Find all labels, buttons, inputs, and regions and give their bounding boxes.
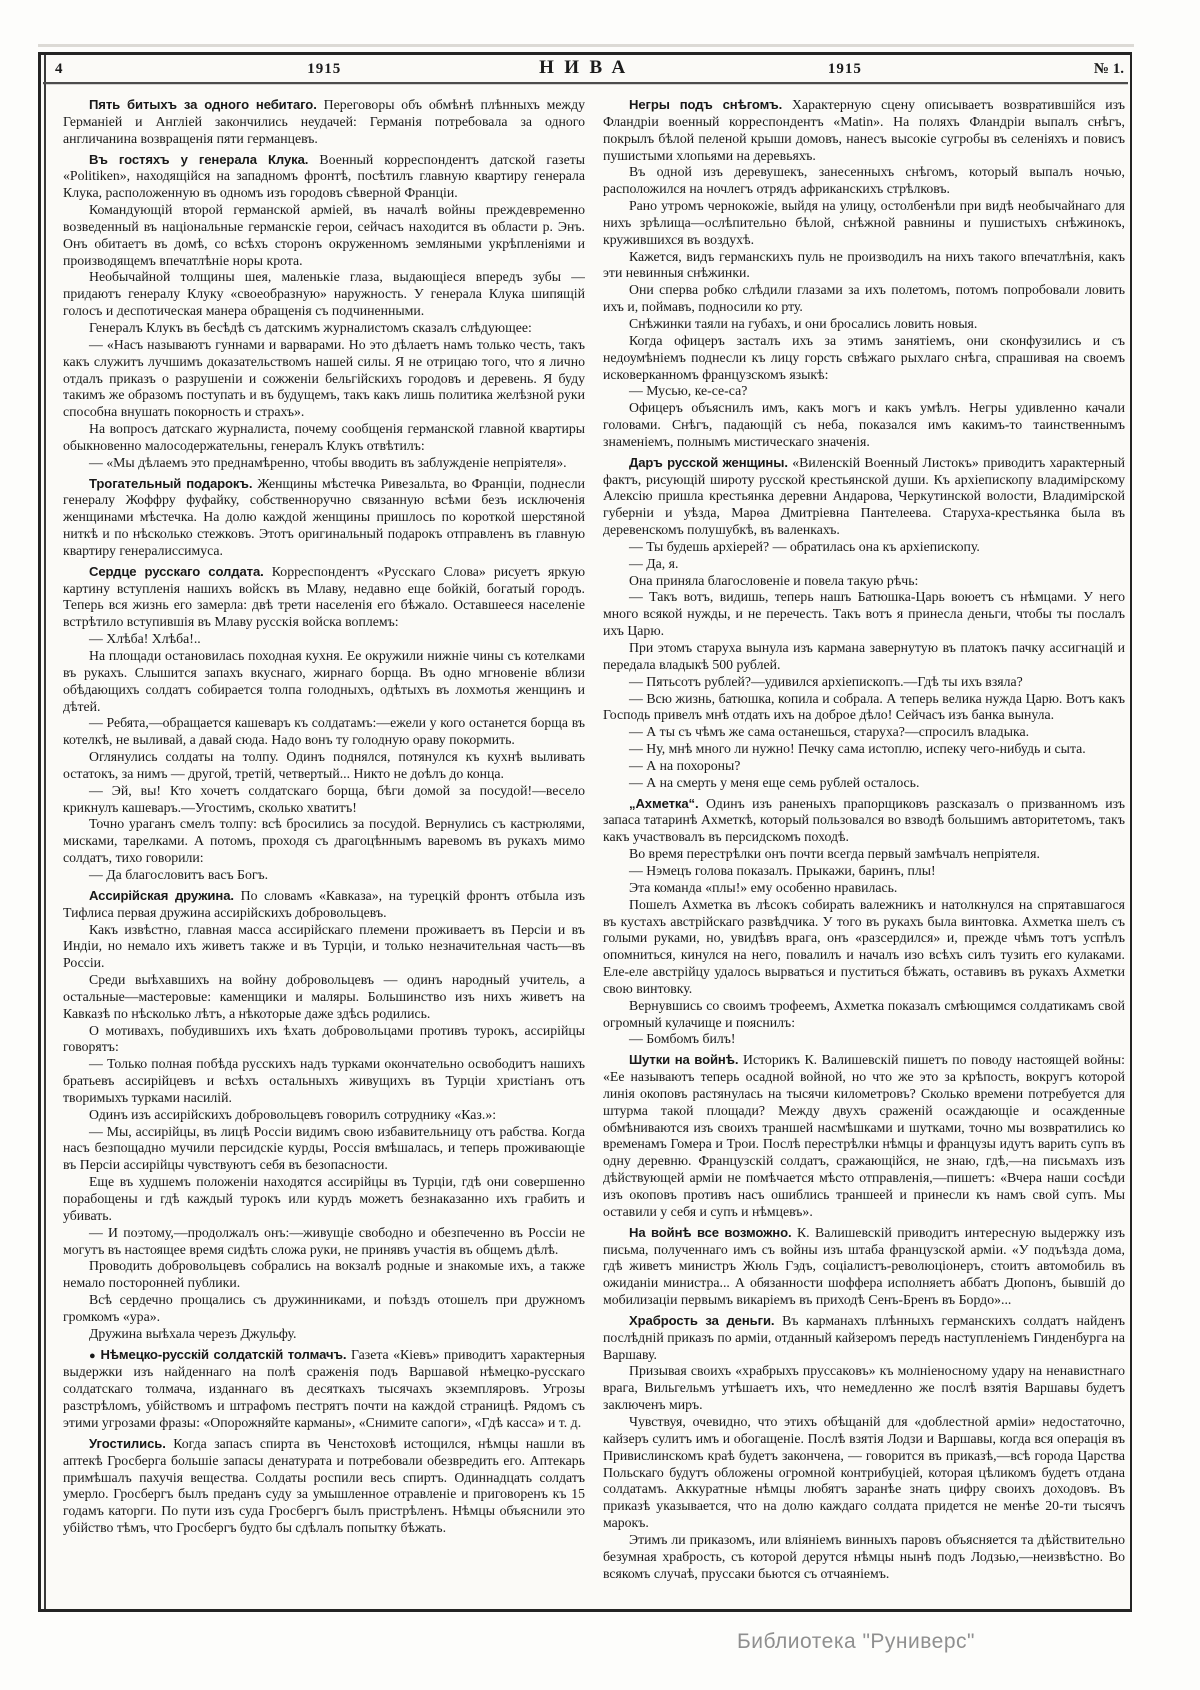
- paragraph: — Хлѣба! Хлѣба!..: [89, 631, 201, 647]
- paragraph: Необычайной толщины шея, маленькіе глаза, выдающіеся впередъ зубы — придаютъ генералу Клуку «своеобразную» наружность. У генерала Клука шипящій голосъ и деспотическая манера обращенія съ подчиненными.: [63, 269, 585, 319]
- paragraph: Чувствуя, очевидно, что этихъ обѣщаній для «доблестной арміи» недостаточно, кайзеръ сулитъ имъ и обогащеніе. Послѣ взятія Лодзи и Варшавы, когда вся операція въ Привислинскомъ краѣ будетъ закончена, — говорится въ приказѣ,—всѣ города Царства Польскаго будутъ обложены огромной контрибуціей, которая цѣликомъ будетъ отдана солдатамъ. Аккуратные нѣмцы любятъ заранѣе знать цифру своихъ доходовъ. Въ приказѣ указывается, что на долю каждаго солдата придется не менѣе 20-ти тысячъ марокъ.: [603, 1413, 1125, 1531]
- article-heading: Нѣмецко-русскій солдатскій толмачъ.: [100, 1346, 352, 1362]
- right-column: [603, 93, 1125, 1609]
- news-item: Шутки на войнѣ. Историкъ К. Валишевскій пишетъ по поводу настоящей войны: «Ее называютъ теперь осадной войной, но что же это за крѣпость, вокругъ которой линія окоповъ растянулась на тысячи километровъ? Сколько времени потребуется для штурма такой площади? Между двухъ сраженій осаждающіе и осажденные обмѣниваются изъ своихъ траншей насмѣшками и шутками, точно мы возвратились ко временамъ Гомера и Трои. Послѣ перестрѣлки нѣмцы и французы идутъ варить супъ въ одну деревню. Французскій солдатъ, сражающійся, не знаю, гдѣ,—на письмахъ изъ дѣйствующей арміи не помѣчается мѣсто отправленія,—пишетъ: «Вчера наши сосѣди изъ окоповъ противъ насъ ошиблись траншеей и принесли къ намъ свой супъ. Мы оставили у себя и супъ и нѣмцевъ».: [603, 1052, 1125, 1219]
- paragraph: Вернувшись со своимъ трофеемъ, Ахметка показалъ смѣющимся солдатикамъ свой огромный кулачище и пояснилъ:: [603, 997, 1125, 1030]
- news-item: Негры подъ снѣгомъ. Характерную сцену описываетъ возвратившійся изъ Фландріи военный корреспондентъ «Matin». На поляхъ Фландріи выпалъ снѣгъ, покрылъ бѣлой пеленой крыши домовъ, нанесъ высокіе сугробы въ селеніяхъ и повисъ пушистыми хлопьями на деревьяхъ.: [603, 97, 1125, 163]
- paragraph: — «Мы дѣлаемъ это преднамѣренно, чтобы вводить въ заблужденіе непріятеля».: [89, 454, 567, 470]
- news-item: Въ гостяхъ у генерала Клука. Военный корреспондентъ датской газеты «Politiken», находящійся на западномъ фронтѣ, посѣтилъ главную квартиру генерала Клука, расположенную въ одномъ изъ городовъ сѣверной Франціи.: [63, 151, 585, 201]
- article-heading: Трогательный подарокъ.: [89, 475, 258, 491]
- page-number: 4: [55, 61, 63, 77]
- paragraph: На вопросъ датскаго журналиста, почему сообщенія германской главной квартиры обыкновенно малосодержательны, генералъ Клукъ отвѣтилъ:: [63, 421, 585, 453]
- paragraph: Еще въ худшемъ положеніи находятся ассирійцы въ Турціи, гдѣ они совершенно порабощены и гдѣ каждый турокъ или курдъ можетъ безнаказанно ихъ грабить и убивать.: [63, 1174, 585, 1223]
- paragraph: Дружина выѣхала черезъ Джульфу.: [89, 1325, 297, 1341]
- paragraph: Этимъ ли приказомъ, или вліяніемъ винныхъ паровъ объясняется та дѣйствительно безумная храбрость, съ которой дерутся нѣмцы нынѣ подъ Лодзью,—неизвѣстно. Во всякомъ случаѣ, пруссаки бьются съ отчаяніемъ.: [603, 1531, 1125, 1581]
- news-item: Даръ русской женщины. «Виленскій Военный Листокъ» приводитъ характерный фактъ, рисующій широту русской крестьянской души. Къ архіепископу владимірскому Алексію пришла крестьянка деревни Андарова, Черкутинской волости, Владимірской губерніи и уѣзда, Марѳа Дмитріевна Пантелеева. Старуха-крестьянка была въ деревенскомъ полушубкѣ, въ валенкахъ.: [603, 454, 1125, 538]
- issue-number: № 1.: [1093, 61, 1124, 77]
- paragraph: Эта команда «плы!» ему особенно нравилась.: [629, 879, 898, 895]
- paragraph: — Ну, мнѣ много ли нужно! Печку сама истоплю, испеку чего-нибудь и сыта.: [629, 741, 1086, 757]
- header-rule: [43, 82, 1128, 84]
- news-item: Трогательный подарокъ. Женщины мѣстечка Ривезальта, во Франціи, поднесли генералу Жоффру фуфайку, собственноручно связанную всѣми безъ исключенія женщинами мѣстечка. На долю каждой женщины пришлось по короткой шерстяной ниткѣ и по нѣсколько стежковъ. Этотъ оригинальный подарокъ отправленъ въ главную квартиру генералиссимуса.: [63, 475, 585, 558]
- paragraph: — Бомбомъ билъ!: [629, 1031, 736, 1047]
- paragraph: Во время перестрѣлки онъ почти всегда первый замѣчалъ непріятеля.: [629, 846, 1040, 862]
- paragraph: — Да благословитъ васъ Богъ.: [89, 866, 269, 882]
- article-heading: На войнѣ все возможно.: [629, 1224, 797, 1240]
- paragraph: Призывая своихъ «храбрыхъ пруссаковъ» къ молніеносному удару на ненавистнаго врага, Вильгельмъ утѣшаетъ ихъ, что немедленно же послѣ взятія Варшавы будетъ заключенъ миръ.: [603, 1363, 1125, 1413]
- paragraph: — Такъ вотъ, видишь, теперь нашъ Батюшка-Царь воюетъ съ нѣмцами. У него много всякой нужды, и не перечесть. Такъ вотъ я принесла деньги, чтобы ты послалъ ихъ Царю.: [603, 589, 1125, 639]
- article-heading: Ассирійская дружина.: [89, 887, 241, 903]
- paragraph: — Эй, вы! Кто хочетъ солдатскаго борща, бѣги домой за посудой!—весело крикнулъ кашеваръ.—Угостимъ, сколько хватитъ!: [63, 782, 585, 815]
- paragraph: Кажется, видъ германскихъ пуль не производилъ на нихъ такого впечатлѣнія, какъ эти невинныя снѣжинки.: [603, 248, 1125, 281]
- paragraph: Среди выѣхавшихъ на войну добровольцевъ — одинъ народный учитель, а остальные—мастеровые: каменщики и маляры. Большинство изъ нихъ живетъ на Кавказѣ по нѣсколько лѣтъ, а нѣкоторые даже здѣсь родились.: [63, 972, 585, 1021]
- paragraph: Она приняла благословеніе и повела такую рѣчь:: [629, 572, 919, 588]
- left-column: [63, 93, 585, 1609]
- page-header: [55, 57, 1124, 79]
- paragraph: Оглянулись солдаты на толпу. Одинъ поднялся, потянулся къ кухнѣ выливать остатокъ, за нимъ — другой, третій, четвертый... Никто не доѣлъ до конца.: [63, 749, 585, 781]
- paragraph: Командующій второй германской арміей, въ началѣ войны преждевременно возведенный въ національные германскіе герои, сейчасъ находится въ области р. Энъ. Онъ обитаетъ въ домѣ, со всѣхъ сторонъ окруженномъ земляными укрѣпленіями и производящемъ впечатлѣніе норы крота.: [63, 202, 585, 268]
- paragraph: — Всю жизнь, батюшка, копила и собрала. А теперь велика нужда Царю. Вотъ какъ Господь привелъ мнѣ отдать ихъ на доброе дѣло! Сейчасъ изъ банка вынула.: [603, 690, 1125, 723]
- news-item: ● Нѣмецко-русскій солдатскій толмачъ. Газета «Кіевъ» приводитъ характерныя выдержки изъ найденнаго на полѣ сраженія подъ Варшавой нѣмецко-русскаго солдатскаго толмача, изданнаго въ десяткахъ тысячахъ экземпляровъ. Угрозы разстрѣломъ, убійствомъ и штрафомъ пестрятъ почти на каждой страницѣ. Рядомъ съ этими угрозами фразы: «Опорожняйте карманы», «Снимите сапоги», «Гдѣ касса» и т. д.: [63, 1346, 585, 1430]
- header-year-left: 1915: [307, 61, 342, 77]
- article-body: [63, 93, 1125, 1609]
- article-heading: Шутки на войнѣ.: [629, 1052, 743, 1068]
- news-item: Ассирійская дружина. По словамъ «Кавказа», на турецкій фронтъ отбыла изъ Тифлиса первая дружина ассирійскихъ добровольцевъ.: [63, 887, 585, 920]
- paragraph: Генералъ Клукъ въ бесѣдѣ съ датскимъ журналистомъ сказалъ слѣдующее:: [89, 319, 532, 335]
- article-heading: Пять битыхъ за одного небитаго.: [89, 97, 324, 112]
- paragraph: — Мы, ассирійцы, въ лицѣ Россіи видимъ свою избавительницу отъ рабства. Когда насъ безпощадно мучили персидскіе курды, Россія вмѣшалась, и теперь проживающіе въ Персіи ассирійцы чувствуютъ себя въ безопасности.: [63, 1123, 585, 1173]
- news-item: „Ахметка“. Одинъ изъ раненыхъ прапорщиковъ разсказалъ о призванномъ изъ запаса татаринѣ Ахметкѣ, который пользовался во взводѣ большимъ авторитетомъ, такъ какъ участвовалъ въ персидскомъ походѣ.: [603, 795, 1125, 845]
- paragraph: На площади остановилась походная кухня. Ее окружили нижніе чины съ котелками въ рукахъ. Слышится запахъ вкуснаго, жирнаго борща. Въ одно мгновеніе вблизи обѣдающихъ солдатъ собирается толпа голодныхъ, одѣтыхъ въ лохмотья женщинъ и дѣтей.: [63, 648, 585, 714]
- paragraph: Снѣжинки таяли на губахъ, и они бросались ловить новыя.: [629, 315, 978, 331]
- news-item: На войнѣ все возможно. К. Валишевскій приводитъ интересную выдержку изъ письма, полученнаго имъ съ войны изъ штаба французской арміи. «У подъѣзда дома, гдѣ живетъ министръ Жюль Гэдъ, соціалистъ-революціонеръ, стоитъ автомобиль въ ожиданіи министра... А обязанности шоффера исполняетъ аббатъ Дюпонъ, бывшій до мобилизаціи первымъ викаріемъ въ приходѣ Сенъ-Бренъ въ Бордо»...: [603, 1224, 1125, 1308]
- news-item: Угостились. Когда запасъ спирта въ Ченстоховѣ истощился, нѣмцы нашли въ аптекѣ Гросберга большіе запасы денатурата и потребовали обезвредить его. Аптекарь примѣшалъ пахучія вещества. Солдаты роспили весь спиртъ. Одиннадцать солдатъ умерло. Гросбергъ былъ преданъ суду за умышленное отравленіе и приговоренъ къ 15 годамъ каторги. По пути изъ суда Гросбергъ былъ пристрѣленъ. Нѣмцы объяснили это убійство тѣмъ, что Гросбергъ будто бы сдѣлалъ попытку бѣжать.: [63, 1435, 585, 1536]
- article-heading: Угостились.: [89, 1435, 174, 1451]
- paragraph: — «Насъ называютъ гуннами и варварами. Но это дѣлаетъ намъ только честь, такъ какъ служитъ лучшимъ доказательствомъ нашей силы. Я не отрицаю того, что я лично отдалъ приказъ о разрушеніи и сожженіи бельгійскихъ городовъ и деревень. Я буду такимъ же образомъ поступать и въ будущемъ, такъ какъ лишь политика желѣзной руки способна внушать покорность и страхъ».: [63, 336, 585, 420]
- bullet-icon: ●: [89, 1349, 101, 1362]
- paragraph: Пошелъ Ахметка въ лѣсокъ собирать валежникъ и натолкнулся на спрятавшагося въ кустахъ австрійскаго развѣдчика. У того въ рукахъ была винтовка. Ахметка шелъ съ голыми руками, но, увидѣвъ врага, онъ «разсердился» и, прежде чѣмъ тотъ успѣлъ опомниться, кинулся на него, повалилъ и началъ изо всѣхъ силъ тузить его кулаками. Еле-еле австрійцу удалось вырваться и пуститься бѣжать, оставивъ въ рукахъ Ахметки свою винтовку.: [603, 896, 1125, 996]
- news-item: Пять битыхъ за одного небитаго. Переговоры объ обмѣнѣ плѣнныхъ между Германіей и Англіей закончились неудачей: Германія потребовала за одного англичанина возвращенія пяти германцевъ.: [63, 97, 585, 146]
- paragraph: Офицеръ объяснилъ имъ, какъ могъ и какъ умѣлъ. Негры удивленно качали головами. Снѣгъ, падающій съ неба, показался имъ какимъ-то таинственнымъ знаменіемъ, полнымъ мистическаго значенія.: [603, 400, 1125, 449]
- article-heading: Сердце русскаго солдата.: [89, 563, 272, 579]
- paragraph: Точно ураганъ смелъ толпу: всѣ бросились за посудой. Вернулись съ кастрюлями, мисками, тарелками. А потомъ, проходя съ драгоцѣннымъ варевомъ въ рукахъ мимо солдатъ, тихо говорили:: [63, 816, 585, 866]
- page-frame: [38, 52, 1132, 1612]
- paragraph: — Только полная побѣда русскихъ надъ турками окончательно освободитъ нашихъ братьевъ ассирійцевъ и всѣхъ остальныхъ живущихъ въ Турціи христіанъ отъ творимыхъ турками насилій.: [63, 1056, 585, 1105]
- article-heading: „Ахметка“.: [629, 795, 707, 811]
- paragraph: — Ты будешь архіерей? — обратилась она къ архіепископу.: [629, 538, 980, 554]
- paragraph: Въ одной изъ деревушекъ, занесенныхъ снѣгомъ, который выпалъ ночью, расположился на ночлегъ отрядъ африканскихъ стрѣлковъ.: [603, 164, 1125, 197]
- paragraph: Они сперва робко слѣдили глазами за ихъ полетомъ, потомъ попробовали ловить ихъ и, поймавъ, подносили ко рту.: [603, 282, 1125, 315]
- news-item: Храбрость за деньги. Въ карманахъ плѣнныхъ германскихъ солдатъ найденъ послѣдній приказъ по арміи, отданный кайзеромъ передъ наступленіемъ Гинденбурга на Варшаву.: [603, 1312, 1125, 1362]
- paragraph: — Ребята,—обращается кашеваръ къ солдатамъ:—ежели у кого останется борща въ котелкѣ, не выливай, а давай сюда. Надо вонъ ту голодную ораву покормить.: [63, 715, 585, 748]
- paragraph: — Да, я.: [629, 555, 679, 571]
- article-heading: Храбрость за деньги.: [629, 1312, 783, 1328]
- paragraph: Проводить добровольцевъ собрались на вокзалѣ родные и знакомые ихъ, а также немало посторонней публики.: [63, 1258, 585, 1291]
- library-watermark: Библиотека "Руниверс": [736, 1630, 975, 1653]
- paragraph: О мотивахъ, побудившихъ ихъ ѣхать добровольцами противъ турокъ, ассирійцы говорятъ:: [63, 1022, 585, 1055]
- paragraph: Рано утромъ чернокожіе, выйдя на улицу, остолбенѣли при видѣ необычайнаго для нихъ зрѣлища—ослѣпительно бѣлой, снѣжной равнины и пушистыхъ снѣжинокъ, кружившихся въ воздухѣ.: [603, 198, 1125, 247]
- article-heading: Даръ русской женщины.: [629, 454, 793, 470]
- header-year-right: 1915: [827, 61, 862, 77]
- paragraph: — Пятьсотъ рублей?—удивился архіепископъ.—Гдѣ ты ихъ взяла?: [629, 673, 1023, 689]
- article-heading: Въ гостяхъ у генерала Клука.: [89, 151, 320, 167]
- paragraph: — Нэмецъ голова показалъ. Прыкажи, баринъ, плы!: [629, 862, 936, 878]
- paragraph: — Мусью, ке-се-са?: [629, 383, 748, 399]
- masthead-title: НИВА: [539, 57, 636, 78]
- paragraph: Когда офицеръ засталъ ихъ за этимъ занятіемъ, они сконфузились и съ недоумѣніемъ поднесли къ лицу горсть свѣжаго рыхлаго снѣга, спрашивая на своемъ исковерканномъ французскомъ языкѣ:: [603, 332, 1125, 382]
- paragraph: При этомъ старуха вынула изъ кармана завернутую въ платокъ пачку ассигнацій и передала владыкѣ 500 рублей.: [603, 640, 1125, 672]
- paragraph: — А ты съ чѣмъ же сама останешься, старуха?—спросилъ владыка.: [629, 724, 1030, 740]
- paragraph: Одинъ изъ ассирійскихъ добровольцевъ говорилъ сотруднику «Каз.»:: [89, 1106, 497, 1122]
- paragraph: — А на похороны?: [629, 757, 741, 773]
- paragraph: — И поэтому,—продолжалъ онъ:—живущіе свободно и обезпеченно въ Россіи не могутъ въ настоящее время сидѣть сложа руки, не принявъ участія въ общемъ дѣлѣ.: [63, 1224, 585, 1257]
- paragraph: — А на смерть у меня еще семь рублей осталось.: [629, 774, 920, 790]
- article-heading: Негры подъ снѣгомъ.: [629, 97, 793, 112]
- news-item: Сердце русскаго солдата. Корреспондентъ «Русскаго Слова» рисуетъ яркую картину вступленія нашихъ войскъ въ Млаву, недавно еще бойкій, богатый городъ. Теперь вся жизнь его замерла: двѣ трети населенія его бѣжало. Оставшееся населеніе встрѣтило вступившія въ Млаву русскія войска воплемъ:: [63, 563, 585, 630]
- paragraph: Всѣ сердечно прощались съ дружинниками, и поѣздъ отошелъ при дружномъ громкомъ «ура».: [63, 1292, 585, 1324]
- scan-artifact-line: [38, 44, 1134, 47]
- paragraph: Какъ извѣстно, главная масса ассирійскаго племени проживаетъ въ Персіи и въ Индіи, но немало ихъ живетъ также и въ Турціи, и только незначительная часть—въ Россіи.: [63, 921, 585, 971]
